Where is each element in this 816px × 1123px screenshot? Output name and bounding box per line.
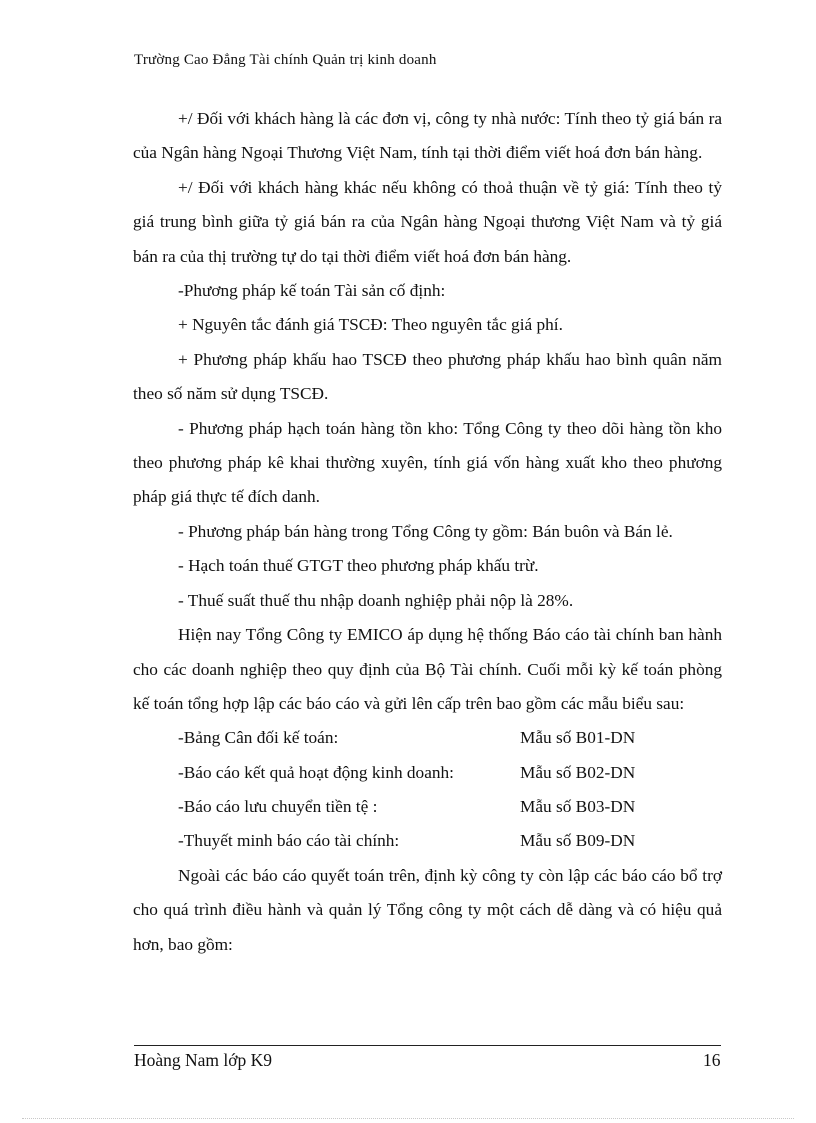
report-code: Mẫu số B09-DN — [520, 831, 636, 851]
paragraph-depreciation: + Phương pháp khấu hao TSCĐ theo phương pháp khấu hao bình quân năm theo số năm sử dụng TSCĐ. — [133, 349, 722, 404]
report-item — [133, 721, 722, 755]
report-name: -Báo cáo kết quả hoạt động kinh doanh: — [178, 762, 454, 782]
report-item — [133, 824, 722, 858]
paragraph-supplementary-reports: Ngoài các báo cáo quyết toán trên, định kỳ công ty còn lập các báo cáo bổ trợ cho quá trình điều hành và quản lý Tổng công ty một cách dễ dàng và có hiệu quả hơn, bao gồm: — [133, 865, 722, 954]
report-code: Mẫu số B02-DN — [520, 762, 636, 782]
page-boundary — [22, 1118, 794, 1119]
vat-accounting-line: - Hạch toán thuế GTGT theo phương pháp khấu trừ. — [178, 556, 539, 576]
paragraph-state-customers: +/ Đối với khách hàng là các đơn vị, công ty nhà nước: Tính theo tỷ giá bán ra của Ngân hàng Ngoại Thương Việt Nam, tính tại thời điểm viết hoá đơn bán hàng. — [133, 109, 722, 163]
fixed-asset-valuation-line: + Nguyên tắc đánh giá TSCĐ: Theo nguyên tắc giá phí. — [178, 315, 563, 335]
footer-author: Hoàng Nam lớp K9 — [134, 1050, 273, 1070]
report-item — [133, 790, 722, 824]
report-forms-list — [133, 721, 722, 859]
fixed-asset-method-heading: -Phương pháp kế toán Tài sản cố định: — [178, 281, 446, 301]
page-header: Trường Cao Đẳng Tài chính Quản trị kinh doanh — [134, 52, 437, 68]
report-item — [133, 756, 722, 790]
paragraph-financial-reports: Hiện nay Tổng Công ty EMICO áp dụng hệ thống Báo cáo tài chính ban hành cho các doanh nghiệp theo quy định của Bộ Tài chính. Cuối mỗi kỳ kế toán phòng kế toán tổng hợp lập các báo cáo và gửi lên cấp trên bao gồm các mẫu biểu sau: — [133, 625, 722, 713]
sales-method-line: - Phương pháp bán hàng trong Tổng Công ty gồm: Bán buôn và Bán lẻ. — [178, 521, 673, 541]
document-body — [133, 102, 722, 962]
report-name: -Thuyết minh báo cáo tài chính: — [178, 831, 400, 851]
page-number: 16 — [703, 1050, 721, 1070]
income-tax-line: - Thuế suất thuế thu nhập doanh nghiệp phải nộp là 28%. — [178, 590, 574, 610]
paragraph-other-customers: +/ Đối với khách hàng khác nếu không có thoả thuận về tỷ giá: Tính theo tỷ giá trung bình giữa tỷ giá bán ra của Ngân hàng Ngoại thương Việt Nam và tỷ giá bán ra của thị trường tự do tại thời điểm viết hoá đơn bán hàng. — [133, 177, 722, 266]
report-code: Mẫu số B01-DN — [520, 728, 636, 748]
report-code: Mẫu số B03-DN — [520, 797, 636, 817]
footer-divider — [134, 1045, 721, 1046]
report-name: -Báo cáo lưu chuyển tiền tệ : — [178, 797, 378, 817]
report-name: -Bảng Cân đối kế toán: — [178, 728, 339, 748]
paragraph-inventory: - Phương pháp hạch toán hàng tồn kho: Tổng Công ty theo dõi hàng tồn kho theo phương pháp kê khai thường xuyên, tính giá vốn hàng xuất kho theo phương pháp giá thực tế đích danh. — [133, 418, 722, 507]
